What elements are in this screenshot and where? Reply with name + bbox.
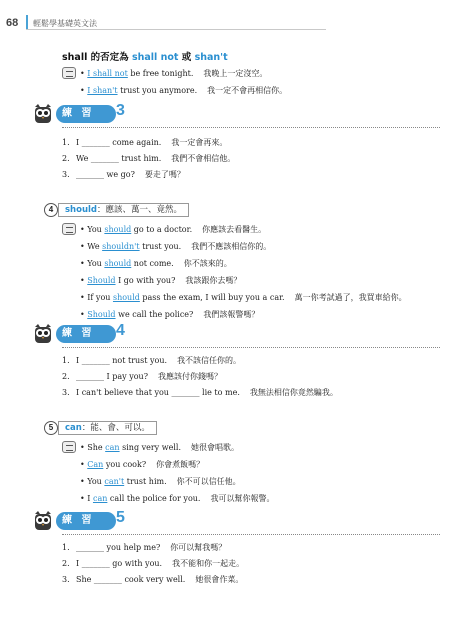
- example-line: • You can't trust him. 你不可以信任他。: [80, 477, 241, 486]
- example-icon: [62, 223, 76, 235]
- page-number: 68: [6, 17, 19, 29]
- example-line: • She can sing very well. 她很會唱歌。: [80, 443, 239, 452]
- keyword-shant: shan't: [194, 52, 228, 63]
- question-item: 2. We _______ trust him. 我們不會相信他。: [62, 154, 236, 163]
- dotted-divider: [62, 347, 440, 348]
- question-item: 3. I can't believe that you _______ lie to me. 我無法相信你竟然騙我。: [62, 388, 338, 397]
- question-item: 2. _______ I pay you? 我應該付你錢嗎？: [62, 372, 222, 381]
- practice-header-4: [32, 321, 152, 347]
- example-icon: [62, 441, 76, 453]
- book-title: 輕鬆學基礎英文法: [33, 19, 97, 28]
- section-number: 5: [44, 421, 58, 435]
- example-line: • Should we call the police? 我們該報警嗎？: [80, 310, 260, 319]
- example-line: • You should not come. 你不該來的。: [80, 259, 232, 268]
- practice-number: 4: [116, 322, 125, 339]
- practice-header-3: [32, 101, 152, 127]
- section-number: 4: [44, 203, 58, 217]
- example-line: • I can call the police for you. 我可以幫你報警。: [80, 494, 275, 503]
- page-header: [0, 0, 449, 40]
- header-accent-bar: [26, 15, 28, 30]
- dotted-divider: [62, 127, 440, 128]
- section-label: should：應該、萬一、竟然。: [58, 203, 189, 217]
- practice-label: 練 習: [56, 512, 116, 530]
- owl-icon: [32, 103, 54, 125]
- example-line: • You should go to a doctor. 你應該去看醫生。: [80, 225, 267, 234]
- header-divider: [26, 29, 326, 30]
- practice-label: 練 習: [56, 105, 116, 123]
- title-prefix: shall 的否定為: [62, 52, 132, 63]
- example-line: • Should I go with you? 我該跟你去嗎？: [80, 276, 242, 285]
- question-item: 3. _______ we go? 要走了嗎？: [62, 170, 185, 179]
- owl-icon: [32, 323, 54, 345]
- title-connector: 或: [178, 52, 195, 63]
- owl-icon: [32, 510, 54, 532]
- keyword-shall-not: shall not: [131, 52, 179, 63]
- example-icon: [62, 67, 76, 79]
- practice-number: 3: [116, 102, 125, 119]
- practice-number: 5: [116, 509, 125, 526]
- question-item: 1. _______ you help me? 你可以幫我嗎？: [62, 543, 227, 552]
- section-title-shall-not: [62, 49, 228, 63]
- practice-label: 練 習: [56, 325, 116, 343]
- question-item: 3. She _______ cook very well. 她很會作菜。: [62, 575, 244, 584]
- example-line: • If you should pass the exam, I will buy you a car. 萬一你考試過了，我買車給你。: [80, 293, 407, 302]
- section-label: can：能、會、可以。: [58, 421, 157, 435]
- example-line: • We shouldn't trust you. 我們不應該相信你的。: [80, 242, 272, 251]
- practice-header-5: [32, 508, 152, 534]
- example-line: • I shall not be free tonight. 我晚上一定沒空。: [80, 69, 268, 78]
- question-item: 1. I _______ not trust you. 我不該信任你的。: [62, 356, 242, 365]
- example-line: • I shan't trust you anymore. 我一定不會再相信你。: [80, 86, 288, 95]
- dotted-divider: [62, 534, 440, 535]
- question-item: 1. I _______ come again. 我一定會再來。: [62, 138, 228, 147]
- example-line: • Can you cook? 你會煮飯嗎？: [80, 460, 205, 469]
- question-item: 2. I _______ go with you. 我不能和你一起走。: [62, 559, 245, 568]
